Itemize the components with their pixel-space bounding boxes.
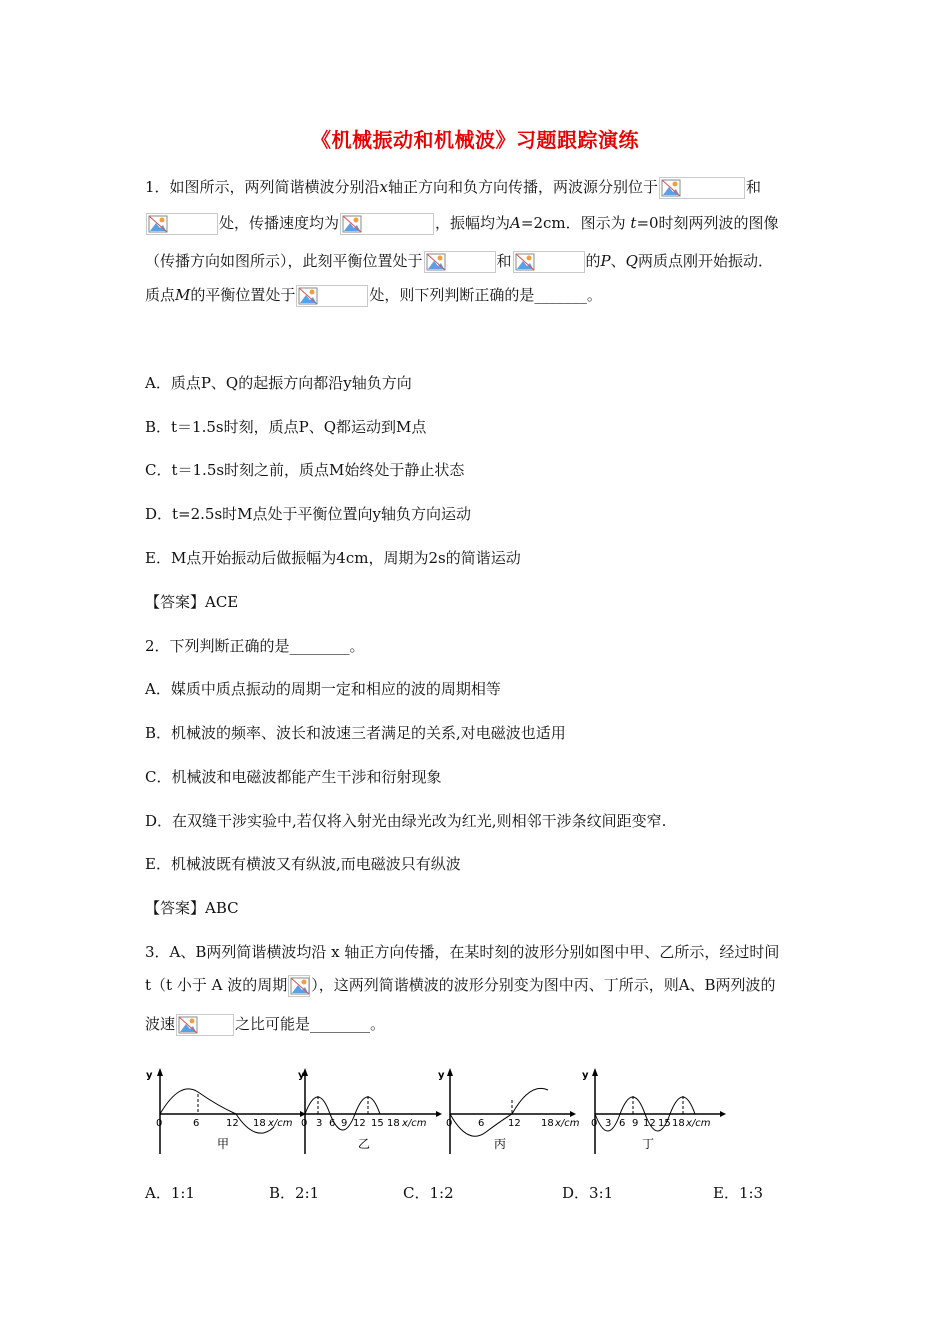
q2-option-a: A．媒质中质点振动的周期一定和相应的波的周期相等 xyxy=(145,680,501,698)
q3-option-e: E．1:3 xyxy=(713,1184,764,1202)
graph-jia xyxy=(146,1068,306,1154)
tick-label: 6 xyxy=(619,1118,626,1129)
tick-label: 3 xyxy=(605,1118,612,1129)
x-arrow xyxy=(570,1111,576,1117)
y-label: y xyxy=(146,1070,153,1081)
q3-option-b: B．2:1 xyxy=(269,1184,320,1202)
tick-label: 0 xyxy=(301,1118,308,1129)
x-arrow xyxy=(436,1111,442,1117)
graph-bing xyxy=(438,1068,580,1154)
tick-label: 18 xyxy=(672,1118,685,1129)
tick-label: 12 xyxy=(226,1118,239,1129)
q2-option-e: E．机械波既有横波又有纵波,而电磁波只有纵波 xyxy=(145,855,461,873)
q1-line-3: （传播方向如图所示），此刻平衡位置处于 和 的P、Q两质点刚开始振动． xyxy=(145,250,773,273)
x-label: x/cm xyxy=(555,1118,580,1129)
tick-label: 15 xyxy=(371,1118,384,1129)
page-title: 《机械振动和机械波》习题跟踪演练 xyxy=(311,128,639,152)
wave-curve xyxy=(450,1088,548,1136)
q3-line-3: 波速 之比可能是________。 xyxy=(145,1013,385,1036)
q3-option-c: C．1:2 xyxy=(403,1184,454,1202)
formula-image-icon xyxy=(146,213,218,235)
tick-label: 18 xyxy=(541,1118,554,1129)
x-label: x/cm xyxy=(402,1118,427,1129)
tick-label: 0 xyxy=(156,1118,163,1129)
graph-yi xyxy=(298,1068,442,1154)
tick-label: 12 xyxy=(643,1118,656,1129)
formula-image-icon xyxy=(513,251,585,273)
formula-image-icon xyxy=(176,1014,234,1036)
q2-answer: 【答案】ABC xyxy=(145,899,239,917)
tick-label: 6 xyxy=(478,1118,485,1129)
tick-label: 3 xyxy=(316,1118,323,1129)
wave-figure xyxy=(140,1062,740,1162)
tick-label: 6 xyxy=(193,1118,200,1129)
graph-ding xyxy=(582,1068,726,1154)
tick-label: 9 xyxy=(341,1118,348,1129)
y-arrow xyxy=(157,1068,163,1076)
tick-label: 0 xyxy=(591,1118,598,1129)
q3-line-1: 3．A、B两列简谐横波均沿 x 轴正方向传播，在某时刻的波形分别如图中甲、乙所示，经过时间 xyxy=(145,943,780,961)
q2-option-b: B．机械波的频率、波长和波速三者满足的关系,对电磁波也适用 xyxy=(145,724,566,742)
q2-option-c: C．机械波和电磁波都能产生干涉和衍射现象 xyxy=(145,768,442,786)
formula-image-icon xyxy=(659,177,745,199)
q1-option-b: B．t＝1.5s时刻，质点P、Q都运动到M点 xyxy=(145,418,427,436)
y-label: y xyxy=(298,1070,305,1081)
q3-option-d: D．3:1 xyxy=(562,1184,614,1202)
q3-line-2: t（t 小于 A 波的周期 ），这两列简谐横波的波形分别变为图中丙、丁所示，则A、B两列波的 xyxy=(145,974,776,997)
q1-option-a: A．质点P、Q的起振方向都沿y轴负方向 xyxy=(145,374,412,392)
q3-option-a: A．1:1 xyxy=(145,1184,195,1202)
graph-name: 甲 xyxy=(217,1137,230,1151)
q1-option-d: D．t=2.5s时M点处于平衡位置向y轴负方向运动 xyxy=(145,505,472,523)
q1-line-1: 1．如图所示，两列简谐横波分别沿x轴正方向和负方向传播，两波源分别位于 和 xyxy=(145,176,761,199)
formula-image-icon xyxy=(340,213,434,235)
q1-answer: 【答案】ACE xyxy=(145,593,239,611)
tick-label: 18 xyxy=(387,1118,400,1129)
q2-stem: 2．下列判断正确的是________。 xyxy=(145,637,365,655)
q1-line-2: 处，传播速度均为 ，振幅均为A=2cm．图示为 t=0时刻两列波的图像 xyxy=(145,212,779,235)
y-arrow xyxy=(447,1068,453,1076)
graph-name: 乙 xyxy=(358,1137,371,1151)
tick-label: 6 xyxy=(329,1118,336,1129)
q1-option-c: C．t＝1.5s时刻之前，质点M始终处于静止状态 xyxy=(145,461,465,479)
graph-name: 丁 xyxy=(642,1137,655,1151)
x-label: x/cm xyxy=(686,1118,711,1129)
tick-label: 18 xyxy=(253,1118,266,1129)
tick-label: 12 xyxy=(508,1118,521,1129)
y-label: y xyxy=(582,1070,589,1081)
q1-line-4: 质点M的平衡位置处于 处，则下列判断正确的是_______。 xyxy=(145,284,602,307)
x-label: x/cm xyxy=(268,1118,293,1129)
q1-option-e: E．M点开始振动后做振幅为4cm，周期为2s的简谐运动 xyxy=(145,549,521,567)
q3-options xyxy=(145,1182,825,1204)
y-label: y xyxy=(438,1070,445,1081)
q2-option-d: D．在双缝干涉实验中,若仅将入射光由绿光改为红光,则相邻干涉条纹间距变窄. xyxy=(145,812,667,830)
formula-image-icon xyxy=(288,975,310,997)
tick-label: 12 xyxy=(353,1118,366,1129)
formula-image-icon xyxy=(296,285,368,307)
y-arrow xyxy=(592,1068,598,1076)
graph-name: 丙 xyxy=(494,1137,507,1151)
x-arrow xyxy=(720,1111,726,1117)
tick-label: 9 xyxy=(632,1118,639,1129)
tick-label: 15 xyxy=(658,1118,671,1129)
formula-image-icon xyxy=(424,251,496,273)
tick-label: 0 xyxy=(446,1118,453,1129)
